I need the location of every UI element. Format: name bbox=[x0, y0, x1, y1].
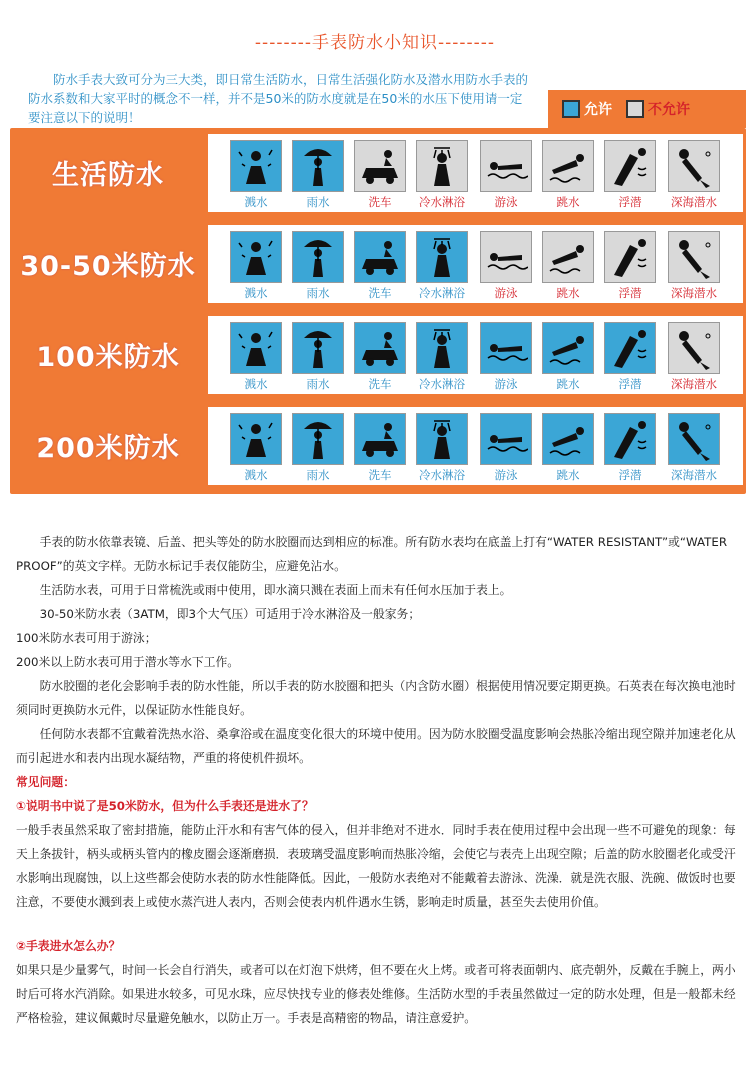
activity-label: 深海潜水 bbox=[671, 195, 717, 209]
activity-icon bbox=[480, 413, 532, 465]
row-label: 200米防水 bbox=[12, 407, 204, 483]
deny-swatch bbox=[626, 100, 644, 118]
activity-label: 溅水 bbox=[244, 286, 268, 300]
activity-icon bbox=[416, 140, 468, 192]
activity-cell bbox=[666, 322, 722, 390]
activity-label: 浮潜 bbox=[618, 286, 642, 300]
row-label: 100米防水 bbox=[12, 316, 204, 392]
activity-cell bbox=[540, 140, 596, 208]
activity-icon bbox=[480, 231, 532, 283]
activity-label: 溅水 bbox=[244, 195, 268, 209]
paragraph: 200米以上防水表可用于潜水等水下工作。 bbox=[16, 655, 240, 669]
question-2: ②手表进水怎么办？ bbox=[16, 939, 121, 953]
table-row bbox=[10, 219, 746, 303]
activity-label: 雨水 bbox=[306, 377, 330, 391]
activity-label: 跳水 bbox=[556, 377, 580, 391]
activity-cell bbox=[352, 413, 408, 481]
table-row bbox=[10, 310, 746, 394]
activity-icon bbox=[604, 231, 656, 283]
activity-label: 冷水淋浴 bbox=[419, 377, 465, 391]
activity-label: 浮潜 bbox=[618, 468, 642, 482]
page-title: --------手表防水小知识-------- bbox=[254, 33, 496, 53]
activity-cell bbox=[228, 322, 284, 390]
activity-label: 浮潜 bbox=[618, 195, 642, 209]
activity-icon bbox=[292, 140, 344, 192]
table-row bbox=[10, 128, 746, 212]
activity-label: 冷水淋浴 bbox=[419, 286, 465, 300]
row-cells bbox=[208, 134, 743, 212]
activity-cell bbox=[666, 140, 722, 208]
activity-label: 深海潜水 bbox=[671, 377, 717, 391]
activity-icon bbox=[542, 231, 594, 283]
activity-icon bbox=[354, 413, 406, 465]
legend-deny: 不允许 bbox=[648, 102, 690, 118]
activity-label: 洗车 bbox=[368, 468, 392, 482]
intro-text: 防水手表大致可分为三大类，即日常生活防水，日常生活强化防水及潜水用防水手表的防水系数和大家平时的概念不一样，并不是50米的防水度就是在50米的水压下使用请一定要注意以下的说明！ bbox=[28, 72, 529, 125]
activity-cell bbox=[602, 231, 658, 299]
activity-label: 游泳 bbox=[494, 195, 518, 209]
answer-2: 如果只是少量雾气，时间一长会自行消失，或者可以在灯泡下烘烤，但不要在火上烤。或者可将表面朝内、底壳朝外，反戴在手腕上，两小时后可将水汽消除。如果进水较多，可见水珠，应尽快找专业的修表处维修。生活防水型的手表虽然做过一定的防水处理，但是一般都未经严格检验，建议佩戴时尽量避免触水，以防止万一。手表是高精密的物品，请注意爱护。 bbox=[16, 963, 736, 1025]
activity-icon bbox=[668, 140, 720, 192]
activity-cell bbox=[352, 231, 408, 299]
activity-icon bbox=[542, 413, 594, 465]
activity-cell bbox=[478, 231, 534, 299]
activity-cell bbox=[414, 322, 470, 390]
activity-icon bbox=[668, 413, 720, 465]
paragraph: 防水胶圈的老化会影响手表的防水性能，所以手表的防水胶圈和把头（内含防水圈）根据使用情况要定期更换。石英表在每次换电池时须同时更换防水元件，以保证防水性能良好。 bbox=[16, 679, 736, 717]
activity-cell bbox=[414, 140, 470, 208]
activity-cell bbox=[290, 231, 346, 299]
activity-label: 跳水 bbox=[556, 286, 580, 300]
answer-1: 一般手表虽然采取了密封措施，能防止汗水和有害气体的侵入，但并非绝对不进水．同时手表在使用过程中会出现一些不可避免的现象：每天上条拔针，柄头或柄头管内的橡皮圈会逐渐磨损．表玻璃受温度影响而热胀冷缩，会使它与表壳上出现空隙；后盖的防水胶圈老化或受汗水影响出现腐蚀，以上这些都会使防水表的防水性能降低。因此，一般防水表绝对不能戴着去游泳、洗澡．就是洗衣服、洗碗、做饭时也要注意，不要使水溅到表上或使水蒸汽进人表内，否则会使表内机件遇水生锈，影响走时质量，甚至失去使用价值。 bbox=[16, 823, 736, 909]
activity-icon bbox=[416, 322, 468, 374]
paragraph: 生活防水表，可用于日常梳洗或雨中使用，即水滴只溅在表面上而未有任何水压加于表上。 bbox=[39, 583, 512, 597]
activity-icon bbox=[354, 231, 406, 283]
activity-label: 冷水淋浴 bbox=[419, 468, 465, 482]
activity-icon bbox=[416, 413, 468, 465]
activity-label: 雨水 bbox=[306, 195, 330, 209]
paragraph: 手表的防水依靠表镜、后盖、把头等处的防水胶圈而达到相应的标准。所有防水表均在底盖上打有“WATER RESISTANT”或“WATER PROOF”的英文字样。无防水标记手表仅能防尘，应避免沾水。 bbox=[16, 535, 728, 573]
activity-icon bbox=[354, 322, 406, 374]
activity-cell bbox=[228, 413, 284, 481]
activity-cell bbox=[414, 231, 470, 299]
activity-cell bbox=[540, 413, 596, 481]
activity-cell bbox=[414, 413, 470, 481]
activity-icon bbox=[604, 322, 656, 374]
activity-icon bbox=[230, 140, 282, 192]
activity-label: 游泳 bbox=[494, 286, 518, 300]
activity-cell bbox=[602, 322, 658, 390]
activity-icon bbox=[354, 140, 406, 192]
allow-swatch bbox=[562, 100, 580, 118]
activity-cell bbox=[602, 140, 658, 208]
activity-cell bbox=[290, 140, 346, 208]
activity-icon bbox=[604, 140, 656, 192]
activity-cell bbox=[478, 322, 534, 390]
activity-icon bbox=[292, 322, 344, 374]
activity-label: 溅水 bbox=[244, 377, 268, 391]
activity-icon bbox=[480, 140, 532, 192]
activity-cell bbox=[290, 322, 346, 390]
activity-cell bbox=[228, 140, 284, 208]
activity-icon bbox=[416, 231, 468, 283]
activity-cell bbox=[228, 231, 284, 299]
paragraph: 30-50米防水表（3ATM，即3个大气压）可适用于冷水淋浴及一般家务； bbox=[39, 607, 421, 621]
row-label: 生活防水 bbox=[12, 134, 204, 210]
activity-label: 深海潜水 bbox=[671, 286, 717, 300]
activity-cell bbox=[352, 140, 408, 208]
legend-allow: 允许 bbox=[584, 102, 612, 118]
activity-cell bbox=[666, 413, 722, 481]
activity-label: 洗车 bbox=[368, 195, 392, 209]
activity-icon bbox=[542, 322, 594, 374]
activity-cell bbox=[602, 413, 658, 481]
activity-cell bbox=[478, 140, 534, 208]
activity-icon bbox=[542, 140, 594, 192]
activity-label: 浮潜 bbox=[618, 377, 642, 391]
activity-cell bbox=[540, 322, 596, 390]
water-resistance-table bbox=[10, 128, 746, 494]
activity-icon bbox=[292, 413, 344, 465]
activity-label: 雨水 bbox=[306, 468, 330, 482]
activity-icon bbox=[480, 322, 532, 374]
activity-cell bbox=[352, 322, 408, 390]
activity-icon bbox=[668, 231, 720, 283]
activity-label: 雨水 bbox=[306, 286, 330, 300]
activity-label: 游泳 bbox=[494, 377, 518, 391]
activity-icon bbox=[230, 231, 282, 283]
activity-label: 溅水 bbox=[244, 468, 268, 482]
activity-cell bbox=[540, 231, 596, 299]
row-cells bbox=[208, 225, 743, 303]
legend bbox=[548, 90, 746, 128]
question-1: ①说明书中说了是50米防水，但为什么手表还是进水了？ bbox=[16, 799, 314, 813]
activity-cell bbox=[666, 231, 722, 299]
row-label: 30-50米防水 bbox=[12, 225, 204, 301]
article-body bbox=[16, 530, 738, 1030]
infographic bbox=[0, 0, 750, 500]
activity-label: 洗车 bbox=[368, 286, 392, 300]
activity-label: 冷水淋浴 bbox=[419, 195, 465, 209]
activity-icon bbox=[668, 322, 720, 374]
activity-cell bbox=[478, 413, 534, 481]
paragraph: 任何防水表都不宜戴着洗热水浴、桑拿浴或在温度变化很大的环境中使用。因为防水胶圈受温度影响会热胀冷缩出现空隙并加速老化从而引起进水和表内出现水凝结物，严重的将使机件损坏。 bbox=[16, 727, 736, 765]
activity-icon bbox=[292, 231, 344, 283]
table-row bbox=[10, 401, 746, 485]
activity-icon bbox=[230, 322, 282, 374]
activity-label: 跳水 bbox=[556, 195, 580, 209]
paragraph: 100米防水表可用于游泳； bbox=[16, 631, 157, 645]
row-cells bbox=[208, 407, 743, 485]
row-cells bbox=[208, 316, 743, 394]
activity-icon bbox=[604, 413, 656, 465]
activity-icon bbox=[230, 413, 282, 465]
faq-heading: 常见问题： bbox=[16, 775, 75, 789]
activity-label: 深海潜水 bbox=[671, 468, 717, 482]
activity-label: 洗车 bbox=[368, 377, 392, 391]
activity-cell bbox=[290, 413, 346, 481]
activity-label: 跳水 bbox=[556, 468, 580, 482]
activity-label: 游泳 bbox=[494, 468, 518, 482]
